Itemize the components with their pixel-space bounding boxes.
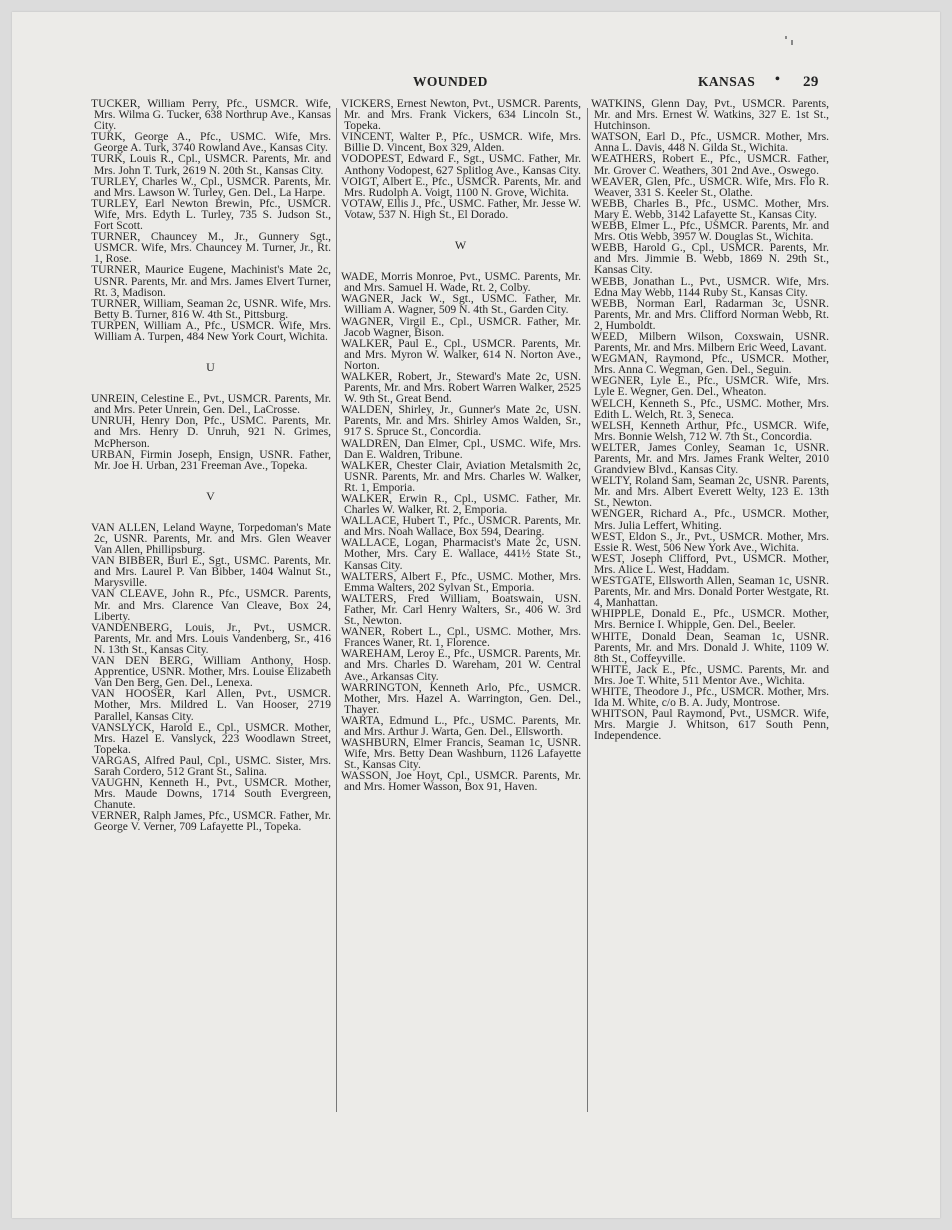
casualty-entry: VANDENBERG, Louis, Jr., Pvt., USMCR. Parents, Mr. and Mrs. Louis Vandenberg, Sr., 416 N. 13th St., Kansas City. [91, 620, 331, 656]
casualty-entry: WALLACE, Logan, Pharmacist's Mate 2c, USN. Mother, Mrs. Cary E. Wallace, 441½ State St., Kansas City. [341, 536, 581, 572]
casualty-entry: WESTGATE, Ellsworth Allen, Seaman 1c, USNR. Parents, Mr. and Mrs. Donald Porter Westgate, Rt. 4, Manhattan. [591, 574, 829, 610]
header-bullet: • [775, 72, 781, 87]
casualty-entry: VAN DEN BERG, William Anthony, Hosp. Apprentice, USNR. Mother, Mrs. Louise Elizabeth Van Den Berg, Gen. Del., Lenexa. [91, 654, 331, 690]
casualty-entry: WAGNER, Jack W., Sgt., USMC. Father, Mr. William A. Wagner, 509 N. 4th St., Garden City. [341, 292, 581, 317]
casualty-entry: WALTERS, Albert F., Pfc., USMC. Mother, Mrs. Emma Walters, 202 Sylvan St., Emporia. [341, 569, 581, 594]
casualty-entry: WEAVER, Glen, Pfc., USMCR. Wife, Mrs. Flo R. Weaver, 331 S. Keeler St., Olathe. [591, 174, 829, 199]
casualty-entry: VAN BIBBER, Burl E., Sgt., USMC. Parents, Mr. and Mrs. Laurel P. Van Bibber, 1404 Walnut St., Marysville. [91, 554, 331, 590]
casualty-entry: VOIGT, Albert E., Pfc., USMCR. Parents, Mr. and Mrs. Rudolph A. Voigt, 1100 N. Grove, Wichita. [341, 174, 581, 199]
casualty-entry: VAN CLEAVE, John R., Pfc., USMCR. Parents, Mr. and Mrs. Clarence Van Cleave, Box 24, Liberty. [91, 587, 331, 623]
casualty-entry: WEGMAN, Raymond, Pfc., USMCR. Mother, Mrs. Anna C. Wegman, Gen. Del., Seguin. [591, 352, 829, 377]
casualty-entry: VAN HOOSER, Karl Allen, Pvt., USMCR. Mother, Mrs. Mildred L. Van Hooser, 2719 Parallel, Kansas City. [91, 687, 331, 723]
casualty-entry: WALLACE, Hubert T., Pfc., USMCR. Parents, Mr. and Mrs. Noah Wallace, Box 594, Dearing. [341, 514, 581, 539]
casualty-entry: TURK, Louis R., Cpl., USMCR. Parents, Mr. and Mrs. John T. Turk, 2619 N. 20th St., Kansas City. [91, 152, 331, 177]
casualty-entry: VARGAS, Alfred Paul, Cpl., USMC. Sister, Mrs. Sarah Cordero, 512 Grant St., Salina. [91, 753, 331, 778]
casualty-entry: WEBB, Norman Earl, Radarman 3c, USNR. Parents, Mr. and Mrs. Clifford Norman Webb, Rt. 2, Humboldt. [591, 296, 829, 332]
casualty-entry: WEST, Eldon S., Jr., Pvt., USMCR. Mother, Mrs. Essie R. West, 506 New York Ave., Wichita. [591, 529, 829, 554]
section-letter: V [206, 488, 216, 503]
section-letter: W [454, 238, 468, 253]
casualty-entry: WAREHAM, Leroy E., Pfc., USMCR. Parents, Mr. and Mrs. Charles D. Wareham, 201 W. Central Ave., Arkansas City. [341, 647, 581, 683]
casualty-entry: WALKER, Robert, Jr., Steward's Mate 2c, USN. Parents, Mr. and Mrs. Robert Warren Walker, 2525 W. 9th St., Great Bend. [341, 369, 581, 406]
casualty-entry: TURNER, Chauncey M., Jr., Gunnery Sgt., USMCR. Wife, Mrs. Chauncey M. Turner, Jr., Rt. 1, Rose. [91, 230, 331, 266]
casualty-entry: WALKER, Erwin R., Cpl., USMC. Father, Mr. Charles W. Walker, Rt. 2, Emporia. [341, 492, 581, 517]
document-page [12, 12, 940, 1218]
casualty-entry: WARRINGTON, Kenneth Arlo, Pfc., USMCR. Mother, Mrs. Hazel A. Warrington, Gen. Del., Thayer. [341, 680, 581, 716]
page-title: WOUNDED [413, 74, 488, 89]
casualty-entry: TURNER, William, Seaman 2c, USNR. Wife, Mrs. Betty B. Turner, 816 W. 4th St., Pittsburg. [91, 296, 331, 321]
casualty-entry: WELCH, Kenneth S., Pfc., USMC. Mother, Mrs. Edith L. Welch, Rt. 3, Seneca. [591, 396, 829, 421]
casualty-entry: WELTER, James Conley, Seaman 1c, USNR. Parents, Mr. and Mrs. James Frank Welter, 2010 Grandview Blvd., Kansas City. [591, 440, 829, 477]
casualty-entry: VANSLYCK, Harold E., Cpl., USMCR. Mother, Mrs. Hazel E. Vanslyck, 223 Woodlawn Street, Topeka. [91, 720, 331, 756]
paper-speck [791, 40, 793, 45]
casualty-entry: VERNER, Ralph James, Pfc., USMCR. Father, Mr. George V. Verner, 709 Lafayette Pl., Topeka. [91, 809, 331, 834]
casualty-entry: WALKER, Chester Clair, Aviation Metalsmith 2c, USNR. Parents, Mr. and Mrs. Charles W. Walker, Rt. 1, Emporia. [341, 458, 581, 494]
casualty-entry: WEGNER, Lyle E., Pfc., USMCR. Wife, Mrs. Lyle E. Wegner, Gen. Del., Wheaton. [591, 374, 829, 399]
casualty-entry: WALDREN, Dan Elmer, Cpl., USMC. Wife, Mrs. Dan E. Waldren, Tribune. [341, 436, 581, 461]
casualty-entry: WAGNER, Virgil E., Cpl., USMCR. Father, Mr. Jacob Wagner, Bison. [341, 314, 581, 339]
casualty-entry: WHITE, Theodore J., Pfc., USMCR. Mother, Mrs. Ida M. White, c/o B. A. Judy, Montrose. [591, 684, 829, 710]
casualty-entry: WELTY, Roland Sam, Seaman 2c, USNR. Parents, Mr. and Mrs. Albert Everett Welty, 123 E. 13th St., Newton. [591, 474, 829, 510]
casualty-entry: WEBB, Elmer L., Pfc., USMCR. Parents, Mr. and Mrs. Otis Webb, 3957 W. Douglas St., Wichita. [591, 219, 829, 244]
casualty-entry: WARTA, Edmund L., Pfc., USMC. Parents, Mr. and Mrs. Arthur J. Warta, Gen. Del., Ellsworth. [341, 713, 581, 738]
page-number: 29 [803, 74, 819, 90]
column-left [91, 98, 331, 833]
casualty-entry: WHITE, Donald Dean, Seaman 1c, USNR. Parents, Mr. and Mrs. Donald J. White, 1109 W. 8th St., Coffeyville. [591, 629, 829, 665]
casualty-entry: WADE, Morris Monroe, Pvt., USMC. Parents, Mr. and Mrs. Samuel H. Wade, Rt. 2, Colby. [341, 270, 581, 295]
column-divider [336, 108, 337, 1112]
casualty-entry: WATSON, Earl D., Pfc., USMCR. Mother, Mrs. Anna L. Davis, 448 N. Gilda St., Wichita. [591, 130, 829, 155]
casualty-entry: WEBB, Jonathan L., Pvt., USMCR. Wife, Mrs. Edna May Webb, 1144 Ruby St., Kansas City. [591, 274, 829, 299]
casualty-entry: WALKER, Paul E., Cpl., USMCR. Parents, Mr. and Mrs. Myron W. Walker, 614 N. Norton Ave., Norton. [341, 336, 581, 372]
section-letter: U [206, 360, 216, 375]
casualty-entry: WASSON, Joe Hoyt, Cpl., USMCR. Parents, Mr. and Mrs. Homer Wasson, Box 91, Haven. [341, 769, 581, 794]
casualty-entry: WEBB, Charles B., Pfc., USMC. Mother, Mrs. Mary E. Webb, 3142 Lafayette St., Kansas City. [591, 196, 829, 221]
casualty-entry: WEED, Milbern Wilson, Coxswain, USNR. Parents, Mr. and Mrs. Milbern Eric Weed, Lavant. [591, 329, 829, 355]
casualty-entry: TURLEY, Charles W., Cpl., USMCR. Parents, Mr. and Mrs. Lawson W. Turley, Gen. Del., La Harpe. [91, 174, 331, 199]
casualty-entry: UNRUH, Henry Don, Pfc., USMC. Parents, Mr. and Mrs. Henry D. Unruh, 921 N. Grimes, McPherson. [91, 414, 331, 450]
casualty-entry: VOTAW, Ellis J., Pfc., USMC. Father, Mr. Jesse W. Votaw, 537 N. High St., El Dorado. [341, 196, 581, 221]
casualty-entry: WATKINS, Glenn Day, Pvt., USMCR. Parents, Mr. and Mrs. Ernest W. Watkins, 327 E. 1st St., Hutchinson. [591, 97, 829, 133]
casualty-entry: URBAN, Firmin Joseph, Ensign, USNR. Father, Mr. Joe H. Urban, 231 Freeman Ave., Topeka. [91, 447, 331, 472]
casualty-entry: WALTERS, Fred William, Boatswain, USN. Father, Mr. Carl Henry Walters, Sr., 406 W. 3rd St., Newton. [341, 591, 581, 628]
casualty-entry: VICKERS, Ernest Newton, Pvt., USMCR. Parents, Mr. and Mrs. Frank Vickers, 634 Lincoln St., Topeka. [341, 97, 581, 133]
casualty-entry: VAUGHN, Kenneth H., Pvt., USMCR. Mother, Mrs. Maude Downs, 1714 South Evergreen, Chanute. [91, 776, 331, 812]
casualty-entry: WENGER, Richard A., Pfc., USMCR. Mother, Mrs. Julia Leffert, Whiting. [591, 507, 829, 532]
casualty-entry: UNREIN, Celestine E., Pvt., USMCR. Parents, Mr. and Mrs. Peter Unrein, Gen. Del., LaCrosse. [91, 392, 331, 417]
state-heading: KANSAS [698, 74, 756, 89]
casualty-entry: WANER, Robert L., Cpl., USMC. Mother, Mrs. Frances Waner, Rt. 1, Florence. [341, 625, 581, 650]
casualty-entry: TURLEY, Earl Newton Brewin, Pfc., USMCR. Wife, Mrs. Edyth L. Turley, 735 S. Judson St., Fort Scott. [91, 196, 331, 233]
casualty-entry: WHIPPLE, Donald E., Pfc., USMCR. Mother, Mrs. Bernice I. Whipple, Gen. Del., Beeler. [591, 607, 829, 632]
casualty-entry: TURK, George A., Pfc., USMC. Wife, Mrs. George A. Turk, 3740 Rowland Ave., Kansas City. [91, 130, 331, 155]
casualty-entry: WEATHERS, Robert E., Pfc., USMCR. Father, Mr. Grover C. Weathers, 301 2nd Ave., Oswego. [591, 152, 829, 177]
column-right [591, 98, 829, 741]
casualty-entry: VODOPEST, Edward F., Sgt., USMC. Father, Mr. Anthony Vodopest, 627 Splitlog Ave., Kansas City. [341, 152, 581, 177]
casualty-entry: WASHBURN, Elmer Francis, Seaman 1c, USNR. Wife, Mrs. Betty Dean Washburn, 1126 Lafayette St., Kansas City. [341, 736, 581, 772]
casualty-entry: TURNER, Maurice Eugene, Machinist's Mate 2c, USNR. Parents, Mr. and Mrs. James Elvert Turner, Rt. 3, Madison. [91, 263, 331, 299]
casualty-entry: TUCKER, William Perry, Pfc., USMCR. Wife, Mrs. Wilma G. Tucker, 638 Northrup Ave., Kansas City. [91, 97, 331, 133]
casualty-entry: VAN ALLEN, Leland Wayne, Torpedoman's Mate 2c, USNR. Parents, Mr. and Mrs. Glen Weaver Van Allen, Phillipsburg. [91, 520, 331, 557]
casualty-entry: WALDEN, Shirley, Jr., Gunner's Mate 2c, USN. Parents, Mr. and Mrs. Shirley Amos Walden, Sr., 917 S. Spruce St., Concordia. [341, 403, 581, 439]
casualty-entry: WHITSON, Paul Raymond, Pvt., USMCR. Wife, Mrs. Margie J. Whitson, 617 South Penn, Independence. [591, 707, 829, 743]
paper-speck [785, 36, 787, 39]
casualty-entry: WEST, Joseph Clifford, Pvt., USMCR. Mother, Mrs. Alice L. West, Haddam. [591, 551, 829, 576]
casualty-entry: TURPEN, William A., Pfc., USMCR. Wife, Mrs. William A. Turpen, 484 New York Court, Wichita. [91, 318, 331, 343]
casualty-entry: WEBB, Harold G., Cpl., USMCR. Parents, Mr. and Mrs. Jimmie B. Webb, 1869 N. 29th St., Kansas City. [591, 241, 829, 277]
column-middle [341, 98, 581, 793]
casualty-entry: WHITE, Jack E., Pfc., USMC. Parents, Mr. and Mrs. Joe T. White, 511 Mentor Ave., Wichita. [591, 662, 829, 687]
casualty-entry: WELSH, Kenneth Arthur, Pfc., USMCR. Wife, Mrs. Bonnie Welsh, 712 W. 7th St., Concordia. [591, 418, 829, 443]
column-divider [587, 108, 588, 1112]
casualty-entry: VINCENT, Walter P., Pfc., USMCR. Wife, Mrs. Billie D. Vincent, Box 329, Alden. [341, 130, 581, 155]
